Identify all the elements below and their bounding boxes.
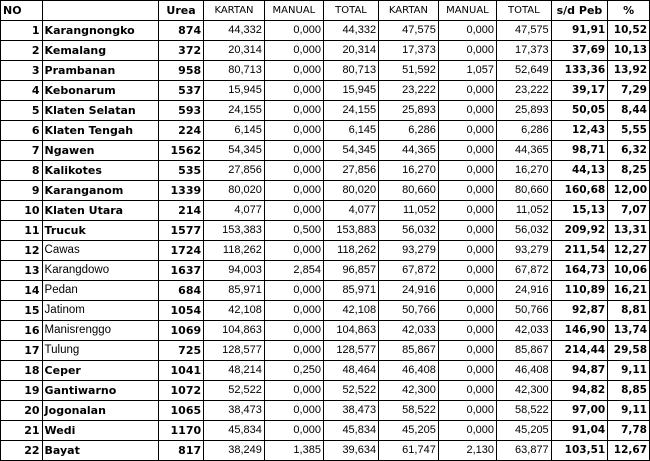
- row-number: 21: [1, 421, 43, 441]
- kartan-1-value: 153,383: [204, 221, 265, 241]
- kartan-1-value: 15,945: [204, 81, 265, 101]
- kartan-2-value: 23,222: [379, 81, 439, 101]
- kartan-2-value: 42,300: [379, 381, 439, 401]
- kartan-2-value: 44,365: [379, 141, 439, 161]
- table-row: [1, 321, 650, 341]
- manual-2-value: 0,000: [438, 301, 496, 321]
- percent-value: 12,67: [608, 441, 650, 461]
- manual-2-value: 0,000: [438, 421, 496, 441]
- urea-value: 1170: [158, 421, 203, 441]
- sd-peb-value: 91,04: [551, 421, 608, 441]
- manual-2-value: 0,000: [438, 261, 496, 281]
- kartan-2-value: 67,872: [379, 261, 439, 281]
- manual-1-value: 0,000: [264, 41, 323, 61]
- table-row: [1, 421, 650, 441]
- sd-peb-value: 37,69: [551, 41, 608, 61]
- kartan-2-value: 61,747: [379, 441, 439, 461]
- percent-value: 10,06: [608, 261, 650, 281]
- sd-peb-value: 98,71: [551, 141, 608, 161]
- percent-value: 13,31: [608, 221, 650, 241]
- percent-value: 8,25: [608, 161, 650, 181]
- table-row: [1, 241, 650, 261]
- header-total-2: TOTAL: [496, 1, 551, 21]
- manual-2-value: 0,000: [438, 161, 496, 181]
- district-name: Prambanan: [42, 61, 158, 81]
- total-2-value: 44,365: [496, 141, 551, 161]
- total-1-value: 153,883: [323, 221, 378, 241]
- total-2-value: 93,279: [496, 241, 551, 261]
- row-number: 10: [1, 201, 43, 221]
- kartan-1-value: 38,249: [204, 441, 265, 461]
- total-1-value: 4,077: [323, 201, 378, 221]
- kartan-2-value: 11,052: [379, 201, 439, 221]
- sd-peb-value: 15,13: [551, 201, 608, 221]
- district-name: Klaten Utara: [42, 201, 158, 221]
- manual-1-value: 0,250: [264, 361, 323, 381]
- kartan-2-value: 24,916: [379, 281, 439, 301]
- district-name: Jatinom: [42, 301, 158, 321]
- kartan-1-value: 85,971: [204, 281, 265, 301]
- table-row: [1, 121, 650, 141]
- manual-1-value: 0,000: [264, 301, 323, 321]
- kartan-2-value: 51,592: [379, 61, 439, 81]
- total-1-value: 54,345: [323, 141, 378, 161]
- table-row: [1, 361, 650, 381]
- total-2-value: 42,033: [496, 321, 551, 341]
- total-1-value: 80,713: [323, 61, 378, 81]
- district-name: Wedi: [42, 421, 158, 441]
- urea-value: 684: [158, 281, 203, 301]
- table-row: [1, 161, 650, 181]
- total-2-value: 11,052: [496, 201, 551, 221]
- total-2-value: 56,032: [496, 221, 551, 241]
- table-row: [1, 101, 650, 121]
- urea-value: 1065: [158, 401, 203, 421]
- manual-2-value: 0,000: [438, 381, 496, 401]
- percent-value: 12,27: [608, 241, 650, 261]
- total-2-value: 50,766: [496, 301, 551, 321]
- header-percent: %: [608, 1, 650, 21]
- total-2-value: 24,916: [496, 281, 551, 301]
- district-name: Manisrenggo: [42, 321, 158, 341]
- kartan-1-value: 54,345: [204, 141, 265, 161]
- percent-value: 12,00: [608, 181, 650, 201]
- urea-value: 1054: [158, 301, 203, 321]
- kartan-1-value: 38,473: [204, 401, 265, 421]
- row-number: 20: [1, 401, 43, 421]
- urea-value: 1339: [158, 181, 203, 201]
- kartan-1-value: 4,077: [204, 201, 265, 221]
- kartan-1-value: 52,522: [204, 381, 265, 401]
- district-name: Karangdowo: [42, 261, 158, 281]
- sd-peb-value: 94,87: [551, 361, 608, 381]
- table-row: [1, 141, 650, 161]
- manual-1-value: 0,000: [264, 341, 323, 361]
- kartan-2-value: 47,575: [379, 21, 439, 41]
- total-1-value: 27,856: [323, 161, 378, 181]
- total-2-value: 23,222: [496, 81, 551, 101]
- manual-2-value: 2,130: [438, 441, 496, 461]
- manual-1-value: 0,000: [264, 181, 323, 201]
- manual-1-value: 2,854: [264, 261, 323, 281]
- manual-1-value: 0,000: [264, 81, 323, 101]
- table-row: [1, 341, 650, 361]
- total-1-value: 20,314: [323, 41, 378, 61]
- manual-2-value: 0,000: [438, 341, 496, 361]
- kartan-2-value: 16,270: [379, 161, 439, 181]
- table-row: [1, 201, 650, 221]
- sd-peb-value: 92,87: [551, 301, 608, 321]
- row-number: 4: [1, 81, 43, 101]
- manual-2-value: 0,000: [438, 81, 496, 101]
- total-1-value: 48,464: [323, 361, 378, 381]
- percent-value: 8,81: [608, 301, 650, 321]
- urea-value: 1724: [158, 241, 203, 261]
- sd-peb-value: 133,36: [551, 61, 608, 81]
- total-1-value: 6,145: [323, 121, 378, 141]
- kartan-2-value: 42,033: [379, 321, 439, 341]
- urea-value: 1562: [158, 141, 203, 161]
- urea-value: 214: [158, 201, 203, 221]
- total-1-value: 15,945: [323, 81, 378, 101]
- total-1-value: 118,262: [323, 241, 378, 261]
- total-1-value: 44,332: [323, 21, 378, 41]
- kartan-2-value: 56,032: [379, 221, 439, 241]
- sd-peb-value: 164,73: [551, 261, 608, 281]
- urea-value: 1041: [158, 361, 203, 381]
- header-row: [1, 1, 650, 21]
- header-sd-peb: s/d Peb: [551, 1, 608, 21]
- manual-2-value: 1,057: [438, 61, 496, 81]
- row-number: 3: [1, 61, 43, 81]
- percent-value: 6,32: [608, 141, 650, 161]
- table-row: [1, 301, 650, 321]
- total-2-value: 80,660: [496, 181, 551, 201]
- total-2-value: 6,286: [496, 121, 551, 141]
- table-row: [1, 261, 650, 281]
- row-number: 19: [1, 381, 43, 401]
- header-manual-1: MANUAL: [264, 1, 323, 21]
- sd-peb-value: 214,44: [551, 341, 608, 361]
- kartan-1-value: 118,262: [204, 241, 265, 261]
- table-row: [1, 21, 650, 41]
- sd-peb-value: 94,82: [551, 381, 608, 401]
- district-name: Klaten Tengah: [42, 121, 158, 141]
- table-row: [1, 41, 650, 61]
- total-1-value: 128,577: [323, 341, 378, 361]
- manual-1-value: 0,000: [264, 101, 323, 121]
- total-2-value: 58,522: [496, 401, 551, 421]
- kartan-2-value: 25,893: [379, 101, 439, 121]
- total-1-value: 24,155: [323, 101, 378, 121]
- row-number: 12: [1, 241, 43, 261]
- district-name: Jogonalan: [42, 401, 158, 421]
- manual-1-value: 0,000: [264, 21, 323, 41]
- percent-value: 8,85: [608, 381, 650, 401]
- total-1-value: 39,634: [323, 441, 378, 461]
- table-row: [1, 181, 650, 201]
- total-2-value: 25,893: [496, 101, 551, 121]
- percent-value: 13,74: [608, 321, 650, 341]
- urea-value: 1577: [158, 221, 203, 241]
- total-1-value: 80,020: [323, 181, 378, 201]
- total-1-value: 42,108: [323, 301, 378, 321]
- row-number: 7: [1, 141, 43, 161]
- kartan-1-value: 128,577: [204, 341, 265, 361]
- kartan-2-value: 93,279: [379, 241, 439, 261]
- district-name: Klaten Selatan: [42, 101, 158, 121]
- table-row: [1, 401, 650, 421]
- sd-peb-value: 97,00: [551, 401, 608, 421]
- manual-1-value: 0,000: [264, 141, 323, 161]
- row-number: 15: [1, 301, 43, 321]
- urea-value: 224: [158, 121, 203, 141]
- total-2-value: 67,872: [496, 261, 551, 281]
- manual-1-value: 0,000: [264, 61, 323, 81]
- urea-value: 817: [158, 441, 203, 461]
- percent-value: 16,21: [608, 281, 650, 301]
- total-2-value: 42,300: [496, 381, 551, 401]
- percent-value: 29,58: [608, 341, 650, 361]
- percent-value: 7,07: [608, 201, 650, 221]
- urea-value: 537: [158, 81, 203, 101]
- sd-peb-value: 211,54: [551, 241, 608, 261]
- kartan-2-value: 46,408: [379, 361, 439, 381]
- kartan-1-value: 24,155: [204, 101, 265, 121]
- sd-peb-value: 209,92: [551, 221, 608, 241]
- sd-peb-value: 39,17: [551, 81, 608, 101]
- kartan-1-value: 80,020: [204, 181, 265, 201]
- manual-1-value: 1,385: [264, 441, 323, 461]
- district-name: Cawas: [42, 241, 158, 261]
- row-number: 22: [1, 441, 43, 461]
- manual-2-value: 0,000: [438, 101, 496, 121]
- row-number: 5: [1, 101, 43, 121]
- urea-value: 535: [158, 161, 203, 181]
- manual-1-value: 0,000: [264, 121, 323, 141]
- table-row: [1, 281, 650, 301]
- district-name: Karangnongko: [42, 21, 158, 41]
- district-name: Pedan: [42, 281, 158, 301]
- urea-value: 593: [158, 101, 203, 121]
- kartan-1-value: 20,314: [204, 41, 265, 61]
- row-number: 13: [1, 261, 43, 281]
- sd-peb-value: 146,90: [551, 321, 608, 341]
- kartan-1-value: 104,863: [204, 321, 265, 341]
- manual-2-value: 0,000: [438, 21, 496, 41]
- sd-peb-value: 50,05: [551, 101, 608, 121]
- table-row: [1, 221, 650, 241]
- sd-peb-value: 91,91: [551, 21, 608, 41]
- row-number: 2: [1, 41, 43, 61]
- district-name: Gantiwarno: [42, 381, 158, 401]
- header-kartan-2: KARTAN: [379, 1, 439, 21]
- kartan-1-value: 94,003: [204, 261, 265, 281]
- district-name: Ngawen: [42, 141, 158, 161]
- percent-value: 10,13: [608, 41, 650, 61]
- sd-peb-value: 110,89: [551, 281, 608, 301]
- kartan-2-value: 80,660: [379, 181, 439, 201]
- percent-value: 7,29: [608, 81, 650, 101]
- total-1-value: 45,834: [323, 421, 378, 441]
- district-name: Ceper: [42, 361, 158, 381]
- manual-2-value: 0,000: [438, 141, 496, 161]
- urea-value: 958: [158, 61, 203, 81]
- total-2-value: 63,877: [496, 441, 551, 461]
- kartan-1-value: 27,856: [204, 161, 265, 181]
- sd-peb-value: 160,68: [551, 181, 608, 201]
- header-manual-2: MANUAL: [438, 1, 496, 21]
- total-1-value: 52,522: [323, 381, 378, 401]
- total-1-value: 85,971: [323, 281, 378, 301]
- percent-value: 8,44: [608, 101, 650, 121]
- header-name: [42, 1, 158, 21]
- sd-peb-value: 44,13: [551, 161, 608, 181]
- manual-2-value: 0,000: [438, 201, 496, 221]
- district-name: Bayat: [42, 441, 158, 461]
- total-1-value: 38,473: [323, 401, 378, 421]
- total-2-value: 85,867: [496, 341, 551, 361]
- kartan-1-value: 80,713: [204, 61, 265, 81]
- urea-value: 1069: [158, 321, 203, 341]
- manual-1-value: 0,000: [264, 401, 323, 421]
- sd-peb-value: 12,43: [551, 121, 608, 141]
- percent-value: 13,92: [608, 61, 650, 81]
- row-number: 8: [1, 161, 43, 181]
- manual-1-value: 0,000: [264, 161, 323, 181]
- header-urea: Urea: [158, 1, 203, 21]
- manual-1-value: 0,000: [264, 241, 323, 261]
- kartan-2-value: 50,766: [379, 301, 439, 321]
- kartan-1-value: 45,834: [204, 421, 265, 441]
- urea-value: 1072: [158, 381, 203, 401]
- table-row: [1, 381, 650, 401]
- total-2-value: 17,373: [496, 41, 551, 61]
- total-2-value: 45,205: [496, 421, 551, 441]
- district-name: Kebonarum: [42, 81, 158, 101]
- urea-value: 1637: [158, 261, 203, 281]
- total-1-value: 96,857: [323, 261, 378, 281]
- manual-1-value: 0,000: [264, 421, 323, 441]
- manual-1-value: 0,000: [264, 321, 323, 341]
- district-name: Karanganom: [42, 181, 158, 201]
- urea-value: 372: [158, 41, 203, 61]
- manual-2-value: 0,000: [438, 41, 496, 61]
- manual-2-value: 0,000: [438, 281, 496, 301]
- header-kartan-1: KARTAN: [204, 1, 265, 21]
- table-row: [1, 81, 650, 101]
- total-2-value: 46,408: [496, 361, 551, 381]
- row-number: 16: [1, 321, 43, 341]
- percent-value: 5,55: [608, 121, 650, 141]
- district-name: Kalikotes: [42, 161, 158, 181]
- row-number: 14: [1, 281, 43, 301]
- manual-1-value: 0,000: [264, 381, 323, 401]
- kartan-2-value: 6,286: [379, 121, 439, 141]
- kartan-1-value: 6,145: [204, 121, 265, 141]
- row-number: 18: [1, 361, 43, 381]
- urea-value: 725: [158, 341, 203, 361]
- kartan-1-value: 44,332: [204, 21, 265, 41]
- table-row: [1, 61, 650, 81]
- manual-2-value: 0,000: [438, 401, 496, 421]
- urea-value: 874: [158, 21, 203, 41]
- row-number: 9: [1, 181, 43, 201]
- percent-value: 9,11: [608, 361, 650, 381]
- row-number: 1: [1, 21, 43, 41]
- percent-value: 7,78: [608, 421, 650, 441]
- total-2-value: 52,649: [496, 61, 551, 81]
- row-number: 17: [1, 341, 43, 361]
- table-row: [1, 441, 650, 461]
- kartan-2-value: 58,522: [379, 401, 439, 421]
- manual-1-value: 0,000: [264, 281, 323, 301]
- header-no: NO: [1, 1, 43, 21]
- district-name: Tulung: [42, 341, 158, 361]
- sd-peb-value: 103,51: [551, 441, 608, 461]
- header-total-1: TOTAL: [323, 1, 378, 21]
- kartan-1-value: 42,108: [204, 301, 265, 321]
- manual-2-value: 0,000: [438, 321, 496, 341]
- row-number: 11: [1, 221, 43, 241]
- kartan-1-value: 48,214: [204, 361, 265, 381]
- row-number: 6: [1, 121, 43, 141]
- total-2-value: 16,270: [496, 161, 551, 181]
- manual-2-value: 0,000: [438, 181, 496, 201]
- kartan-2-value: 85,867: [379, 341, 439, 361]
- percent-value: 10,52: [608, 21, 650, 41]
- manual-1-value: 0,500: [264, 221, 323, 241]
- manual-2-value: 0,000: [438, 361, 496, 381]
- kartan-2-value: 17,373: [379, 41, 439, 61]
- percent-value: 9,11: [608, 401, 650, 421]
- total-1-value: 104,863: [323, 321, 378, 341]
- manual-2-value: 0,000: [438, 241, 496, 261]
- district-name: Trucuk: [42, 221, 158, 241]
- manual-2-value: 0,000: [438, 121, 496, 141]
- manual-2-value: 0,000: [438, 221, 496, 241]
- kartan-2-value: 45,205: [379, 421, 439, 441]
- district-name: Kemalang: [42, 41, 158, 61]
- manual-1-value: 0,000: [264, 201, 323, 221]
- total-2-value: 47,575: [496, 21, 551, 41]
